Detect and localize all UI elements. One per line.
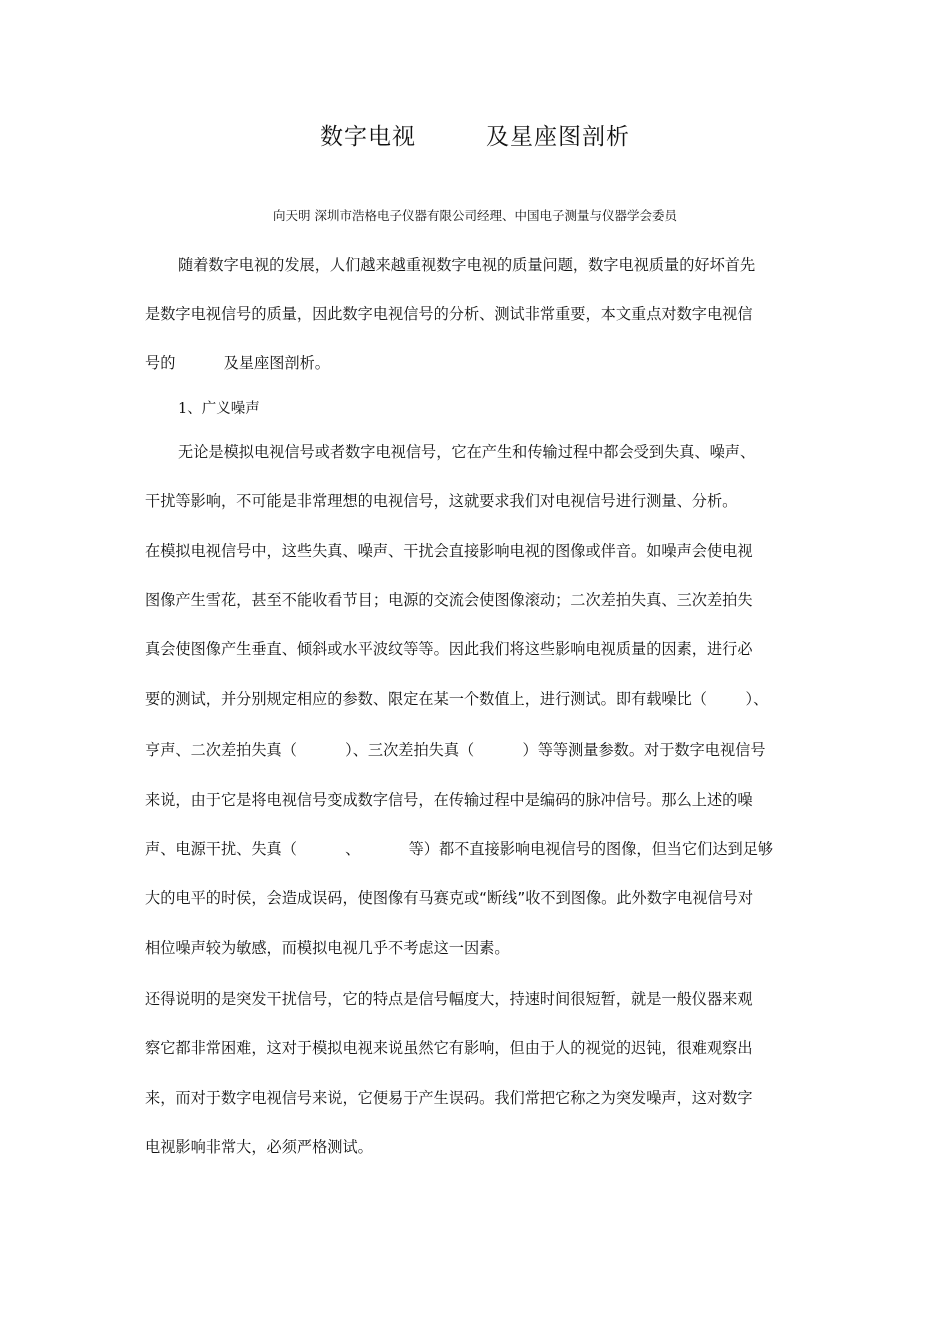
body-line: 还得说明的是突发干扰信号，它的特点是信号幅度大，持速时间很短暂，就是一般仪器来观 [145,990,753,1008]
body-line: 来，而对于数字电视信号来说，它便易于产生误码。我们常把它称之为突发噪声，这对数字 [145,1089,753,1107]
body-line: 无论是模拟电视信号或者数字电视信号，它在产生和传输过程中都会受到失真、噪声、 [178,443,756,461]
body-line: 亨声、二次差拍失真（ ）、三次差拍失真（ ）等等测量参数。对于数字电视信号 [145,741,766,759]
body-line: 大的电平的时侯，会造成误码，使图像有马赛克或“断线”收不到图像。此外数字电视信号对 [145,889,754,907]
body-line: 相位噪声较为敏感，而模拟电视几乎不考虑这一因素。 [145,939,510,957]
author-line: 向天明 深圳市浩格电子仪器有限公司经理、中国电子测量与仪器学会委员 [273,208,677,223]
title-part-1: 数字电视 [320,124,416,150]
body-line: 在模拟电视信号中，这些失真、噪声、干扰会直接影响电视的图像或伴音。如噪声会使电视 [145,542,753,560]
intro-line: 号的 及星座图剖析。 [145,354,330,372]
section-heading: 1、广义噪声 [178,401,260,417]
intro-line: 随着数字电视的发展，人们越来越重视数字电视的质量问题，数字电视质量的好坏首先 [178,256,756,274]
body-line: 干扰等影响，不可能是非常理想的电视信号，这就要求我们对电视信号进行测量、分析。 [145,492,738,510]
intro-line: 是数字电视信号的质量，因此数字电视信号的分析、测试非常重要，本文重点对数字电视信 [145,305,753,323]
body-line: 来说，由于它是将电视信号变成数字信号，在传输过程中是编码的脉冲信号。那么上述的噪 [145,791,753,809]
title-part-2: 及星座图剖析 [486,124,630,150]
body-line: 真会使图像产生垂直、倾斜或水平波纹等等。因此我们将这些影响电视质量的因素，进行必 [145,640,753,658]
body-line: 要的测试，并分别规定相应的参数、限定在某一个数值上，进行测试。即有载噪比（ ）、 [145,690,769,708]
body-line: 察它都非常困难，这对于模拟电视来说虽然它有影响，但由于人的视觉的迟钝，很难观察出 [145,1039,753,1057]
document-title [0,118,950,151]
body-line: 电视影响非常大，必须严格测试。 [145,1138,373,1156]
body-line: 图像产生雪花，甚至不能收看节目；电源的交流会使图像滚动；二次差拍失真、三次差拍失 [145,591,753,609]
body-line: 声、电源干扰、失真（ 、 等）都不直接影响电视信号的图像，但当它们达到足够 [145,840,774,858]
